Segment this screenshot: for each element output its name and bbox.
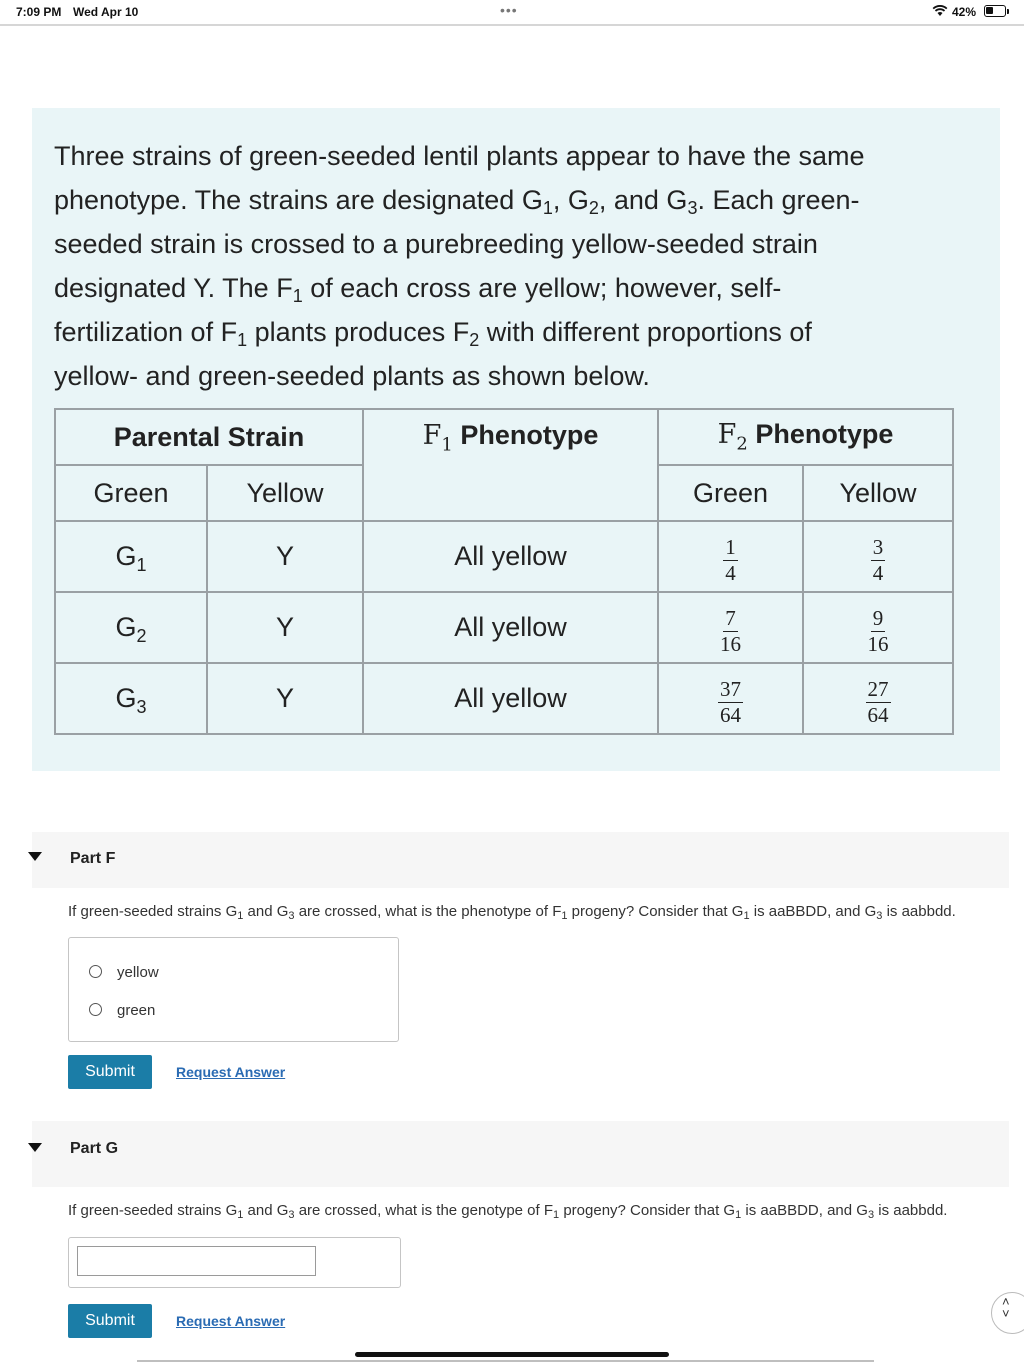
cell-f2-green: $\frac{1}{4}$ <box>658 521 803 592</box>
part-f-header[interactable] <box>32 832 1009 888</box>
cell-f2-green: $\frac{37}{64}$ <box>658 663 803 734</box>
scroll-up-down-icon[interactable]: ˄ ˅ <box>1002 1294 1010 1321</box>
cell-f1-phenotype: All yellow <box>363 521 658 592</box>
strains-table <box>54 408 954 735</box>
collapse-triangle-icon[interactable] <box>28 1143 42 1152</box>
part-f-request-answer-link[interactable]: Request Answer <box>176 1064 286 1080</box>
battery-icon <box>984 5 1006 17</box>
cell-green-strain: $G_1$ <box>55 521 207 592</box>
subheader-f2-yellow: Yellow <box>803 465 953 521</box>
part-f-question: If green-seeded strains $G_1$ and $G_3$ are crossed, what is the phenotype of $F_1$ progeny? Consider that $G_1$ is aaBBDD, and $G_3$ is aabbdd. <box>68 903 956 922</box>
status-divider <box>0 24 1024 26</box>
cell-f1-phenotype: All yellow <box>363 663 658 734</box>
status-time: 7:09 PM <box>16 5 62 19</box>
cell-yellow-strain: Y <box>207 521 363 592</box>
cell-green-strain: $G_2$ <box>55 592 207 663</box>
intro-panel <box>32 108 1000 771</box>
intro-line-5: fertilization of $F_1$ plants produces $F_2$ with different proportions of <box>54 317 812 350</box>
scroll-arrows-button[interactable] <box>991 1292 1024 1334</box>
radio-yellow[interactable] <box>89 965 102 978</box>
bottom-divider <box>137 1360 874 1362</box>
status-date: Wed Apr 10 <box>73 5 139 19</box>
part-f-submit-button[interactable]: Submit <box>68 1055 152 1089</box>
subheader-yellow: Yellow <box>207 465 363 521</box>
table-row <box>55 663 953 734</box>
table-row <box>55 521 953 592</box>
wifi-icon <box>932 4 948 22</box>
option-yellow-label[interactable]: yellow <box>117 964 159 981</box>
intro-line-2: phenotype. The strains are designated $G_1$, $G_2$, and $G_3$. Each green- <box>54 185 860 218</box>
part-g-question: If green-seeded strains $G_1$ and $G_3$ are crossed, what is the genotype of $F_1$ progeny? Consider that $G_1$ is aaBBDD, and $G_3$ is aabbdd. <box>68 1202 948 1221</box>
battery-nub <box>1007 9 1009 14</box>
intro-line-4: designated Y. The $F_1$ of each cross are yellow; however, self- <box>54 273 782 306</box>
cell-f2-yellow: $\frac{27}{64}$ <box>803 663 953 734</box>
option-green-label[interactable]: green <box>117 1002 156 1019</box>
intro-line-3: seeded strain is crossed to a purebreeding yellow-seeded strain <box>54 229 818 259</box>
part-g-submit-button[interactable]: Submit <box>68 1304 152 1338</box>
radio-green[interactable] <box>89 1003 102 1016</box>
part-g-header[interactable] <box>32 1121 1009 1187</box>
header-f2-phenotype: $F_2$ Phenotype <box>658 409 953 465</box>
part-g-answer-box <box>68 1237 401 1288</box>
status-bar <box>0 0 1024 24</box>
cell-yellow-strain: Y <box>207 592 363 663</box>
intro-line-6: yellow- and green-seeded plants as shown below. <box>54 361 650 391</box>
intro-line-1: Three strains of green-seeded lentil plants appear to have the same <box>54 141 865 171</box>
cell-green-strain: $G_3$ <box>55 663 207 734</box>
subheader-f2-green: Green <box>658 465 803 521</box>
cell-yellow-strain: Y <box>207 663 363 734</box>
part-g-answer-input[interactable] <box>77 1246 316 1276</box>
part-g-label: Part G <box>70 1140 119 1157</box>
battery-fill <box>986 7 993 14</box>
collapse-triangle-icon[interactable] <box>28 852 42 861</box>
cell-f2-green: $\frac{7}{16}$ <box>658 592 803 663</box>
cell-f2-yellow: $\frac{3}{4}$ <box>803 521 953 592</box>
battery-percent: 42% <box>952 5 977 19</box>
multitask-dots-icon[interactable]: ••• <box>500 2 518 18</box>
header-f1-phenotype: $F_1$ Phenotype <box>363 409 658 521</box>
cell-f2-yellow: $\frac{9}{16}$ <box>803 592 953 663</box>
intro-text <box>54 138 954 402</box>
home-indicator[interactable] <box>355 1352 669 1357</box>
cell-f1-phenotype: All yellow <box>363 592 658 663</box>
part-f-label: Part F <box>70 850 116 867</box>
part-g-request-answer-link[interactable]: Request Answer <box>176 1313 286 1329</box>
table-row <box>55 592 953 663</box>
header-parental-strain: Parental Strain <box>55 409 363 465</box>
part-f-choices <box>68 937 399 1042</box>
subheader-green: Green <box>55 465 207 521</box>
